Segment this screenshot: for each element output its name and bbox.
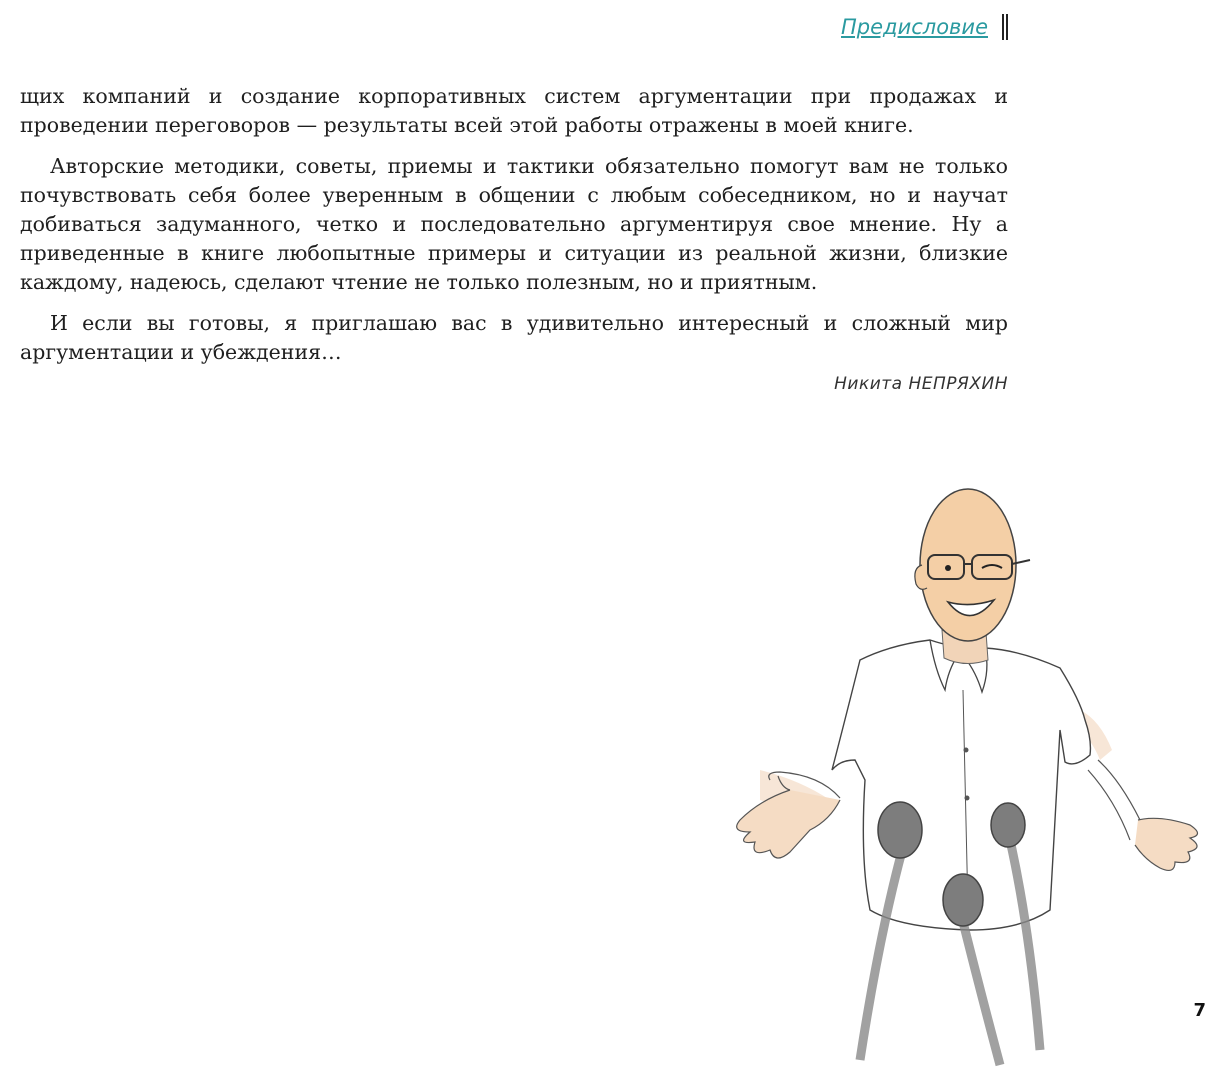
paragraph-2: Авторские методики, советы, приемы и тактики обязательно помогут вам не только почувствовать себя более уверенным в общении с любым собеседником, но и научат добиваться задуманного, четко и последовательно аргументируя свое мнение. Ну а приведенные в книге любопытные примеры и ситуации из реальной жизни, близкие каждому, надеюсь, сделают чтение не только полезным, но и приятным. bbox=[20, 154, 1008, 294]
running-header bbox=[841, 14, 1008, 40]
header-bar-mark bbox=[1002, 14, 1008, 40]
author-signature: Никита НЕПРЯХИН bbox=[834, 374, 1008, 394]
mic-head-1 bbox=[878, 802, 922, 858]
button-1 bbox=[964, 748, 969, 753]
mic-head-3 bbox=[991, 803, 1025, 847]
right-arm bbox=[1088, 760, 1140, 840]
speaker-illustration bbox=[720, 480, 1220, 1080]
paragraph-1: щих компаний и создание корпоративных систем аргументации при продажах и проведении переговоров — результаты всей этой работы отражены в моей книге. bbox=[20, 84, 1008, 137]
section-title-link[interactable]: Предисловие bbox=[841, 15, 988, 39]
page-number: 7 bbox=[1193, 1000, 1206, 1021]
left-hand bbox=[737, 790, 840, 858]
paragraph-3: И если вы готовы, я приглашаю вас в удивительно интересный и сложный мир аргументации и убеждения… bbox=[20, 311, 1008, 364]
eye-left bbox=[945, 565, 951, 571]
button-2 bbox=[965, 796, 970, 801]
body-text bbox=[20, 82, 1008, 379]
mic-stand-2 bbox=[960, 910, 1000, 1065]
mic-head-2 bbox=[943, 874, 983, 926]
right-hand bbox=[1135, 818, 1198, 870]
